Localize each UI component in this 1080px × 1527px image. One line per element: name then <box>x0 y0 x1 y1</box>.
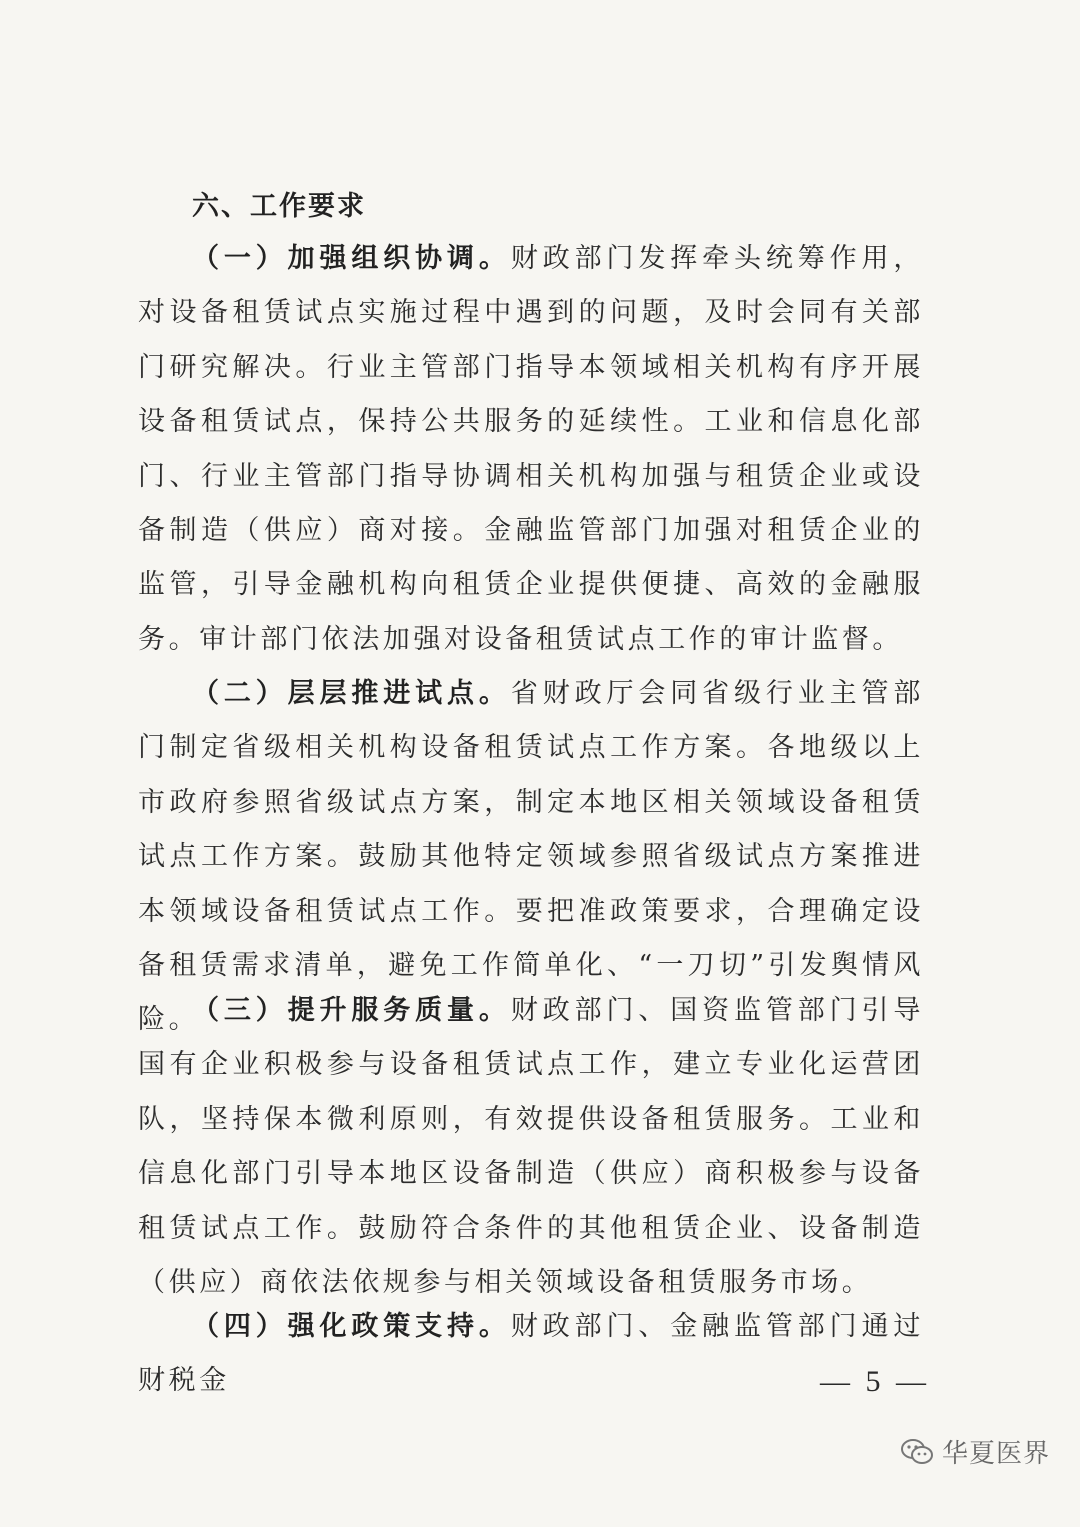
paragraph-lead: （二）层层推进试点。 <box>192 678 511 709</box>
paragraph-body: 财政部门发挥牵头统筹作用，对设备租赁试点实施过程中遇到的问题，及时会同有关部门研究解决。行业主管部门指导本领域相关机构有序开展设备租赁试点，保持公共服务的延续性。工业和信息化部门、行业主管部门指导协调相关机构加强与租赁企业或设备制造（供应）商对接。金融监管部门加强对租赁企业的监管，引导金融机构向租赁企业提供便捷、高效的金融服务。审计部门依法加强对设备租赁试点工作的审计监督。 <box>138 243 924 655</box>
paragraph-organization <box>138 232 924 667</box>
paragraph-policy-support <box>138 1300 924 1409</box>
watermark <box>900 1433 1050 1470</box>
section-heading: 六、工作要求 <box>192 191 366 222</box>
page-number: — 5 — <box>820 1365 930 1398</box>
paragraph-lead: （三）提升服务质量。 <box>192 995 511 1026</box>
watermark-text: 华夏医界 <box>942 1439 1051 1469</box>
paragraph-body: 省财政厅会同省级行业主管部门制定省级相关机构设备租赁试点工作方案。各地级以上市政府参照省级试点方案，制定本地区相关领域设备租赁试点工作方案。鼓励其他特定领域参照省级试点方案推进本领域设备租赁试点工作。要把准政策要求，合理确定设备租赁需求清单，避免工作简单化、“一刀切”引发舆情风险。 <box>138 678 924 1036</box>
paragraph-body: 财政部门、金融监管部门通过财税金 <box>138 1311 924 1397</box>
paragraph-lead: （四）强化政策支持。 <box>192 1311 511 1342</box>
wechat-channel-icon <box>900 1437 934 1467</box>
paragraph-service-quality <box>138 984 924 1310</box>
paragraph-body: 财政部门、国资监管部门引导国有企业积极参与设备租赁试点工作，建立专业化运营团队，坚持保本微利原则，有效提供设备租赁服务。工业和信息化部门引导本地区设备制造（供应）商积极参与设备租赁试点工作。鼓励符合条件的其他租赁企业、设备制造（供应）商依法依规参与相关领域设备租赁服务市场。 <box>138 995 924 1299</box>
paragraph-lead: （一）加强组织协调。 <box>192 243 511 274</box>
